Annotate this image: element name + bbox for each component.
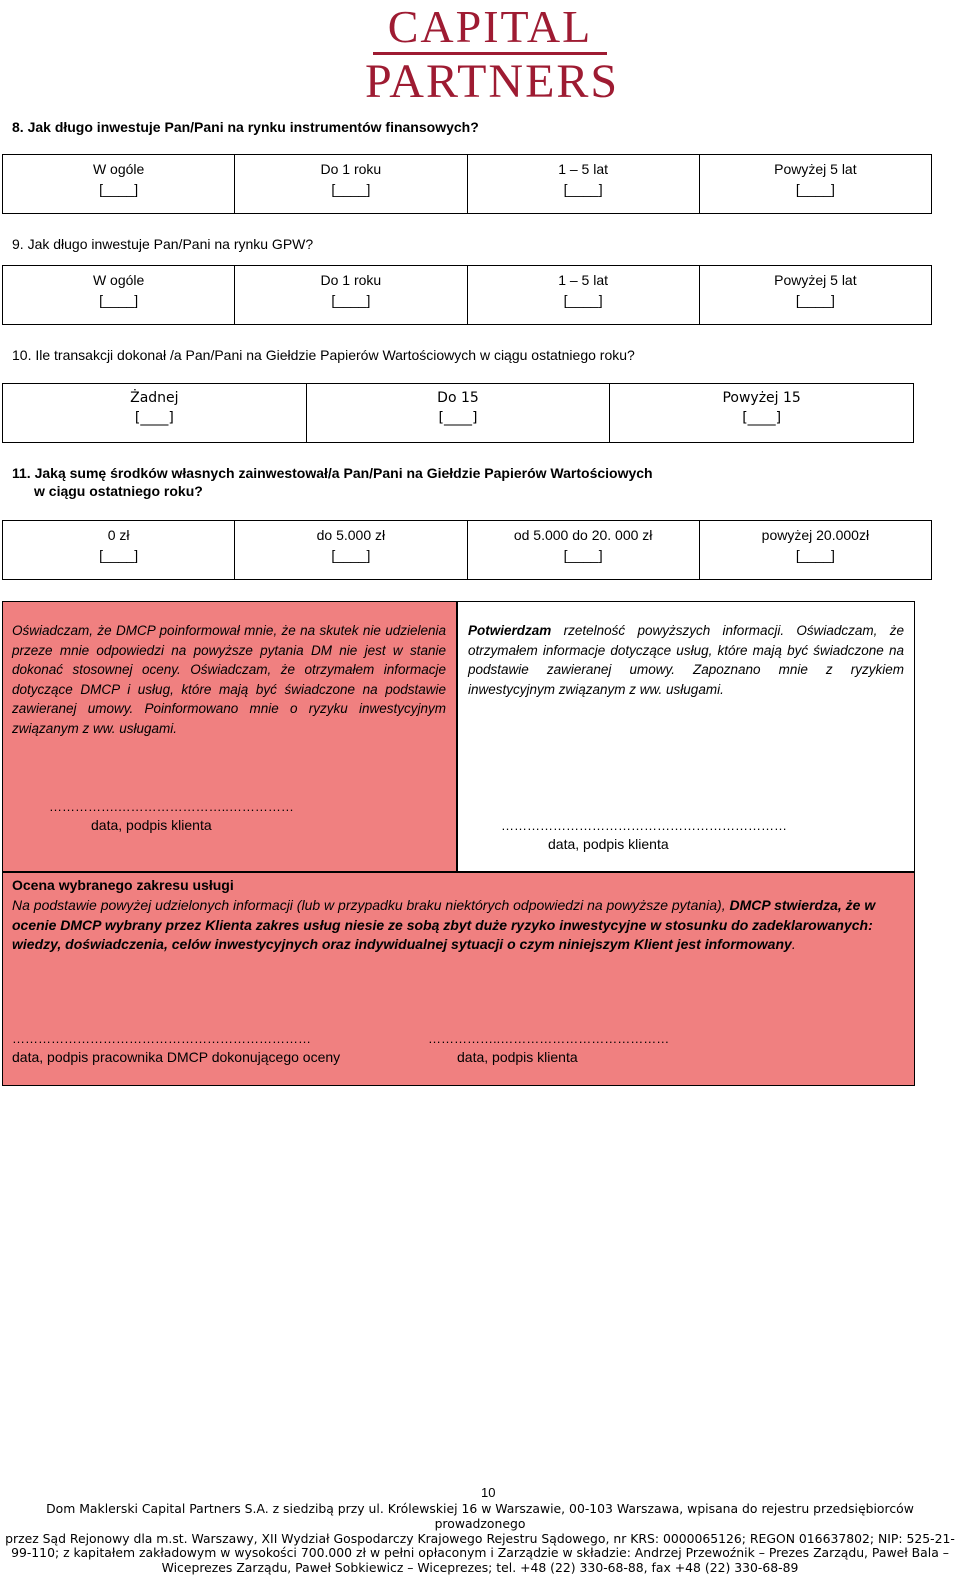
footer-line: przez Sąd Rejonowy dla m.st. Warszawy, XII Wydział Gospodarczy Krajowego Rejestru Sądowego, nr KRS: 0000065126; REGON 016637802; NIP: 525-21- — [5, 1530, 955, 1546]
question-9: 9. Jak długo inwestuje Pan/Pani na rynku GPW? — [12, 236, 314, 252]
q9-option[interactable]: Do 1 roku [____] — [235, 266, 467, 325]
q9-option[interactable]: Powyżej 5 lat [____] — [699, 266, 931, 325]
q10-options — [2, 383, 914, 443]
q10-option[interactable]: Żadnej [____] — [3, 384, 307, 443]
q8-option[interactable]: Powyżej 5 lat [____] — [699, 155, 931, 214]
q8-option[interactable]: 1 – 5 lat [____] — [467, 155, 699, 214]
logo-line2: PARTNERS — [365, 55, 620, 108]
company-logo — [365, 1, 620, 108]
footer — [0, 1502, 960, 1576]
q9-option[interactable]: 1 – 5 lat [____] — [467, 266, 699, 325]
signature-label: data, podpis klienta — [91, 817, 212, 833]
declaration-left-text: Oświadczam, że DMCP poinformował mnie, że na skutek nie udzielenia przeze mnie odpowiedzi na powyższe pytania DM nie jest w stanie dokonać stosownej oceny. Oświadczam, że otrzymałem informacje dotyczące DMCP i usług, które mają być świadczone na podstawie zawieranej umowy. Poinformowano mnie o ryzyku inwestycyjnym związanym z ww. usługami. — [12, 623, 446, 736]
question-11 — [12, 464, 653, 500]
evaluation-heading: Ocena wybranego zakresu usługi — [12, 877, 234, 893]
q8-option[interactable]: Do 1 roku [____] — [235, 155, 467, 214]
declarations — [2, 601, 915, 872]
signature-label: data, podpis klienta — [548, 836, 669, 852]
q10-option[interactable]: Powyżej 15 [____] — [610, 384, 914, 443]
question-11-line1: 11. Jaką sumę środków własnych zainwestował/a Pan/Pani na Giełdzie Papierów Wartościowych — [12, 465, 653, 481]
logo-line1: CAPITAL — [387, 1, 593, 52]
q8-options — [2, 154, 932, 214]
q10-option[interactable]: Do 15 [____] — [306, 384, 610, 443]
footer-line: 99-110; z kapitałem zakładowym w wysokości 700.000 zł w pełni opłaconym i Zarządzie w składzie: Andrzej Przewoźnik – Prezes Zarządu, Paweł Bala – — [11, 1545, 949, 1561]
signature-line: …………………………………………………………… — [12, 1031, 311, 1046]
question-11-line2: w ciągu ostatniego roku? — [34, 483, 203, 499]
declaration-right-text: Potwierdzam rzetelność powyższych informacji. Oświadczam, że otrzymałem informacje dotyczące usług, które mają być świadczone na podstawie zawieranej umowy. Zapoznano mnie z ryzykiem inwestycyjnym związanym z ww. usługami. — [468, 623, 904, 697]
q11-option[interactable]: do 5.000 zł [____] — [235, 521, 467, 580]
declaration-left — [2, 601, 457, 872]
page-number: 10 — [481, 1485, 496, 1500]
q11-option[interactable]: powyżej 20.000zł [____] — [699, 521, 931, 580]
footer-line: Dom Maklerski Capital Partners S.A. z siedzibą przy ul. Królewskiej 16 w Warszawie, 00-103 Warszawa, wpisana do rejestru przedsiębiorców prowadzonego — [46, 1501, 914, 1531]
q11-option[interactable]: 0 zł [____] — [3, 521, 235, 580]
footer-line: Wiceprezes Zarządu, Paweł Sobkiewicz – Wiceprezes; tel. +48 (22) 330-68-88, fax +48 (22) 330-68-89 — [161, 1560, 799, 1576]
signature-line: …………….……………………..…………… — [49, 799, 294, 814]
q11-option[interactable]: od 5.000 do 20. 000 zł [____] — [467, 521, 699, 580]
q11-options — [2, 520, 932, 580]
q9-options — [2, 265, 932, 325]
evaluation-text: Na podstawie powyżej udzielonych informacji (lub w przypadku braku niektórych odpowiedzi na powyższe pytania), DMCP stwierdza, że w ocenie DMCP wybrany przez Klienta zakres usług niesie ze sobą zbyt duże ryzyko inwestycyjne w stosunku do zadeklarowanych: wiedzy, doświadczenia, celów inwestycyjnych oraz indywidualnej sytuacji o czym niniejszym Klient jest informowany. — [12, 897, 876, 952]
question-10: 10. Ile transakcji dokonał /a Pan/Pani na Giełdzie Papierów Wartościowych w ciągu ostatniego roku? — [12, 347, 635, 363]
signature-label-employee: data, podpis pracownika DMCP dokonującego oceny — [12, 1049, 341, 1065]
signature-line: ……………..………………………………… — [428, 1031, 670, 1046]
q9-option[interactable]: W ogóle [____] — [3, 266, 235, 325]
signature-label-client: data, podpis klienta — [457, 1049, 578, 1065]
signature-line: ………………………………………………………… — [501, 818, 787, 833]
service-evaluation — [2, 872, 915, 1086]
question-8: 8. Jak długo inwestuje Pan/Pani na rynku instrumentów finansowych? — [12, 119, 479, 135]
declaration-right — [457, 601, 915, 872]
q8-option[interactable]: W ogóle [____] — [3, 155, 235, 214]
